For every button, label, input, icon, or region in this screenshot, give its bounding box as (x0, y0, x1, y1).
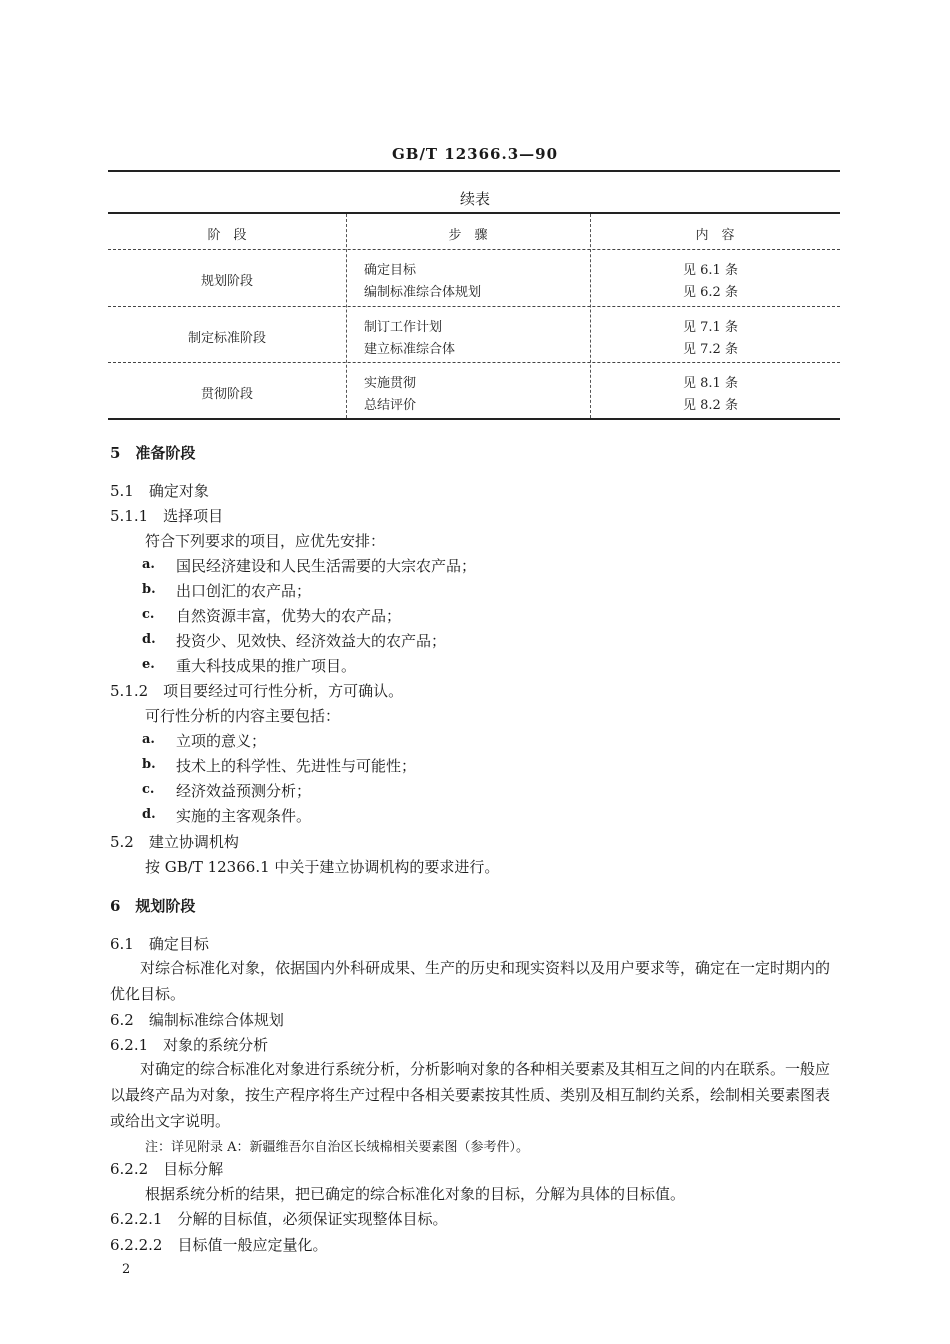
clause-5-1: 5.1 确定对象 (110, 482, 209, 500)
table-row-ref: 见 6.1 条 (683, 263, 738, 278)
clause-6-2: 6.2 编制标准综合体规划 (110, 1011, 284, 1029)
clause-6-2-2-text: 根据系统分析的结果，把已确定的综合标准化对象的目标，分解为具体的目标值。 (145, 1185, 686, 1203)
list-label: b. (142, 757, 156, 772)
section-6-title: 6 规划阶段 (110, 897, 196, 915)
table-top-rule (108, 212, 840, 214)
table-row-step: 实施贯彻 (364, 376, 417, 391)
table-row-ref: 见 8.1 条 (683, 376, 738, 391)
table-header-content: 内 容 (695, 228, 735, 243)
list-label: d. (142, 632, 156, 647)
table-caption: 续表 (459, 190, 490, 208)
clause-6-1: 6.1 确定目标 (110, 935, 209, 953)
table-row-ref: 见 7.2 条 (683, 342, 738, 357)
clause-5-1-2: 5.1.2 项目要经过可行性分析，方可确认。 (110, 682, 404, 700)
clause-6-2-1: 6.2.1 对象的系统分析 (110, 1036, 269, 1054)
table-row-stage: 贯彻阶段 (200, 387, 253, 402)
list-label: c. (142, 782, 155, 797)
list-label: b. (142, 582, 156, 597)
list-item: 国民经济建设和人民生活需要的大宗农产品； (176, 557, 477, 575)
table-row-step: 制订工作计划 (364, 320, 443, 335)
list-item: 自然资源丰富，优势大的农产品； (176, 607, 402, 625)
list-item: 立项的意义； (176, 732, 267, 750)
header-rule (108, 170, 840, 172)
table-row-rule (108, 306, 840, 307)
clause-5-2-text: 按 GB/T 12366.1 中关于建立协调机构的要求进行。 (145, 858, 500, 876)
list-label: a. (142, 732, 155, 747)
standard-code-header: GB/T 12366.3—90 (391, 145, 559, 163)
table-row-step: 确定目标 (364, 263, 417, 278)
list-item: 经济效益预测分析； (176, 782, 312, 800)
clause-5-1-2-intro: 可行性分析的内容主要包括： (145, 707, 341, 725)
list-item: 技术上的科学性、先进性与可能性； (176, 757, 417, 775)
clause-5-1-1-intro: 符合下列要求的项目，应优先安排： (145, 532, 386, 550)
table-header-rule (108, 249, 840, 250)
list-item: 重大科技成果的推广项目。 (176, 657, 357, 675)
clause-6-2-1-text: 对确定的综合标准化对象进行系统分析，分析影响对象的各种相关要素及其相互之间的内在联系。一般应以最终产品为对象，按生产程序将生产过程中各相关要素按其性质、类别及相互制约关系，绘制相关要素图表或给出文字说明。 (110, 1060, 831, 1130)
list-label: c. (142, 607, 155, 622)
list-item: 投资少、见效快、经济效益大的农产品； (176, 632, 447, 650)
clause-6-1-text: 对综合标准化对象，依据国内外科研成果、生产的历史和现实资料以及用户要求等，确定在一定时期内的优化目标。 (110, 959, 831, 1003)
table-row-rule (108, 362, 840, 363)
page-number: 2 (122, 1262, 131, 1277)
clause-5-1-1: 5.1.1 选择项目 (110, 507, 224, 525)
list-label: a. (142, 557, 155, 572)
table-col-divider-1 (346, 214, 347, 418)
clause-6-2-2-2: 6.2.2.2 目标值一般应定量化。 (110, 1236, 328, 1254)
table-col-divider-2 (590, 214, 591, 418)
table-bottom-rule (108, 418, 840, 420)
table-header-stage: 阶 段 (207, 228, 247, 243)
list-label: e. (142, 657, 155, 672)
table-row-step: 建立标准综合体 (364, 342, 456, 357)
clause-6-2-2: 6.2.2 目标分解 (110, 1160, 224, 1178)
table-row-ref: 见 6.2 条 (683, 285, 738, 300)
table-row-stage: 规划阶段 (200, 274, 253, 289)
table-row-stage: 制定标准阶段 (187, 331, 266, 346)
table-row-step: 编制标准综合体规划 (364, 285, 482, 300)
list-label: d. (142, 807, 156, 822)
table-row-ref: 见 7.1 条 (683, 320, 738, 335)
clause-6-2-2-1: 6.2.2.1 分解的目标值，必须保证实现整体目标。 (110, 1210, 448, 1228)
list-item: 实施的主客观条件。 (176, 807, 312, 825)
list-item: 出口创汇的农产品； (176, 582, 312, 600)
clause-5-2: 5.2 建立协调机构 (110, 833, 239, 851)
table-row-ref: 见 8.2 条 (683, 398, 738, 413)
section-5-title: 5 准备阶段 (110, 444, 196, 462)
clause-6-2-1-note: 注：详见附录 A：新疆维吾尔自治区长绒棉相关要素图（参考件）。 (145, 1140, 530, 1155)
table-header-step: 步 骤 (448, 228, 488, 243)
table-row-step: 总结评价 (364, 398, 417, 413)
